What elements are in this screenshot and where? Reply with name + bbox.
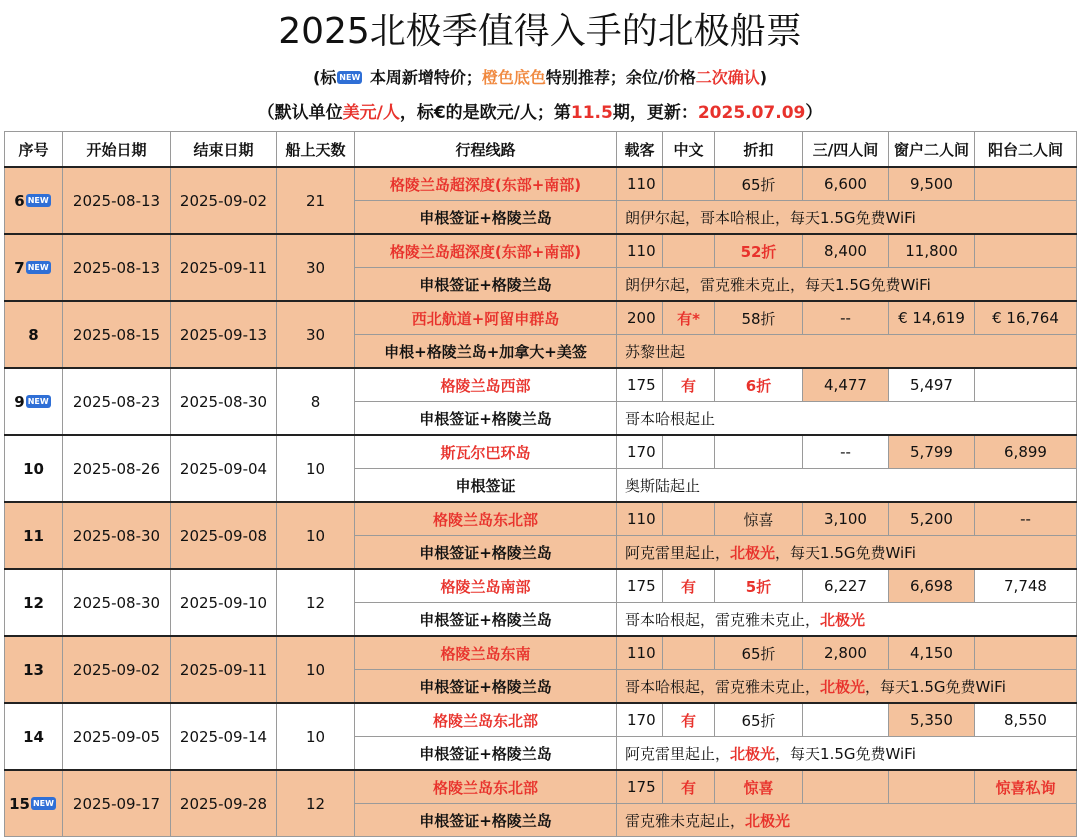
cell-seq — [5, 636, 63, 703]
note-text: ，每天1.5G免费WiFi — [775, 543, 916, 562]
cell-route: 格陵兰岛超深度(东部+南部) — [355, 167, 617, 201]
cell-window-twin: 4,150 — [889, 636, 975, 670]
cell-note — [617, 536, 1077, 570]
seq-number: 14 — [23, 727, 44, 746]
cell-pax: 170 — [617, 435, 663, 469]
aurora-highlight: 北极光 — [730, 744, 776, 763]
cell-discount: 52折 — [715, 234, 803, 268]
cell-start-date: 2025-08-15 — [63, 301, 171, 368]
new-badge-icon: NEW — [27, 195, 49, 205]
cell-chinese — [663, 435, 715, 469]
header-route: 行程线路 — [355, 132, 617, 168]
cell-balcony-twin: -- — [975, 502, 1077, 536]
cell-pax: 110 — [617, 167, 663, 201]
table-row — [5, 368, 1077, 402]
cell-end-date: 2025-09-10 — [171, 569, 277, 636]
table-row — [5, 167, 1077, 201]
header-row — [5, 132, 1077, 168]
new-badge-icon: NEW — [32, 798, 54, 808]
cell-visa: 申根签证+格陵兰岛 — [355, 536, 617, 570]
cell-discount: 6折 — [715, 368, 803, 402]
cell-days: 10 — [277, 636, 355, 703]
note-text: ，每天1.5G免费WiFi — [865, 677, 1006, 696]
table-row — [5, 502, 1077, 536]
note-text: 哥本哈根起，雷克雅未克止， — [625, 610, 821, 629]
unit-text: ，标€的是欧元/人；第 — [399, 103, 571, 123]
seq-number: 13 — [23, 660, 44, 679]
cell-pax: 175 — [617, 368, 663, 402]
cell-pax: 110 — [617, 636, 663, 670]
cell-balcony-twin: 8,550 — [975, 703, 1077, 737]
cell-start-date: 2025-09-17 — [63, 770, 171, 837]
cell-seq — [5, 167, 63, 234]
cell-chinese: 有 — [663, 770, 715, 804]
table-row — [5, 569, 1077, 603]
seq-number: 8 — [28, 325, 39, 344]
cell-start-date: 2025-09-02 — [63, 636, 171, 703]
note-text: 阿克雷里起止， — [625, 543, 731, 562]
note-text: 哥本哈根起，雷克雅未克止， — [625, 677, 821, 696]
header-triple-quad: 三/四人间 — [803, 132, 889, 168]
unit-currency: 美元/人 — [342, 103, 400, 123]
new-badge-icon: NEW — [339, 73, 361, 82]
cell-triple-quad: 3,100 — [803, 502, 889, 536]
cell-balcony-twin — [975, 167, 1077, 201]
cell-route: 斯瓦尔巴环岛 — [355, 435, 617, 469]
seq-number: 7 — [14, 258, 25, 277]
cell-discount — [715, 435, 803, 469]
cell-discount: 5折 — [715, 569, 803, 603]
cell-end-date: 2025-09-02 — [171, 167, 277, 234]
cell-window-twin: 5,200 — [889, 502, 975, 536]
cell-pax: 170 — [617, 703, 663, 737]
unit-text: 期，更新： — [612, 103, 698, 123]
legend-text: ) — [759, 68, 768, 87]
cell-note — [617, 469, 1077, 503]
cell-route: 格陵兰岛西部 — [355, 368, 617, 402]
legend-line — [0, 64, 1080, 92]
note-text: 奥斯陆起止 — [625, 476, 701, 495]
table-row — [5, 301, 1077, 335]
cell-window-twin: 5,799 — [889, 435, 975, 469]
cell-window-twin: 5,350 — [889, 703, 975, 737]
cell-window-twin: 9,500 — [889, 167, 975, 201]
cell-chinese — [663, 502, 715, 536]
cell-chinese: 有 — [663, 569, 715, 603]
header-seq: 序号 — [5, 132, 63, 168]
cell-visa: 申根签证+格陵兰岛 — [355, 670, 617, 704]
seq-number: 9 — [14, 392, 25, 411]
cell-visa: 申根签证+格陵兰岛 — [355, 603, 617, 637]
cell-note — [617, 603, 1077, 637]
cell-seq — [5, 703, 63, 770]
cell-discount: 58折 — [715, 301, 803, 335]
cell-visa: 申根签证 — [355, 469, 617, 503]
cell-triple-quad: 6,227 — [803, 569, 889, 603]
issue-number: 11.5 — [570, 103, 613, 123]
cell-pax: 200 — [617, 301, 663, 335]
note-text: 雷克雅未克起止， — [625, 811, 746, 830]
cell-end-date: 2025-09-11 — [171, 234, 277, 301]
cell-end-date: 2025-09-08 — [171, 502, 277, 569]
cell-days: 12 — [277, 569, 355, 636]
cell-triple-quad: 8,400 — [803, 234, 889, 268]
cell-route: 格陵兰岛东北部 — [355, 502, 617, 536]
table-row — [5, 435, 1077, 469]
header-end: 结束日期 — [171, 132, 277, 168]
cell-chinese: 有 — [663, 703, 715, 737]
cell-visa: 申根签证+格陵兰岛 — [355, 201, 617, 235]
header-start: 开始日期 — [63, 132, 171, 168]
cell-triple-quad — [803, 703, 889, 737]
cell-window-twin: 11,800 — [889, 234, 975, 268]
cell-discount: 65折 — [715, 167, 803, 201]
cell-start-date: 2025-08-13 — [63, 234, 171, 301]
legend-orange-text: 橙色底色 — [481, 68, 546, 87]
cell-triple-quad: -- — [803, 435, 889, 469]
cell-end-date: 2025-09-11 — [171, 636, 277, 703]
cell-triple-quad — [803, 770, 889, 804]
unit-text: ） — [805, 103, 823, 123]
cell-chinese — [663, 636, 715, 670]
header-balcony-twin: 阳台二人间 — [975, 132, 1077, 168]
cell-balcony-twin: 7,748 — [975, 569, 1077, 603]
table-row — [5, 234, 1077, 268]
cell-end-date: 2025-09-28 — [171, 770, 277, 837]
cell-pax: 175 — [617, 770, 663, 804]
cell-triple-quad: 6,600 — [803, 167, 889, 201]
cell-start-date: 2025-08-13 — [63, 167, 171, 234]
cell-window-twin: 5,497 — [889, 368, 975, 402]
cell-note — [617, 201, 1077, 235]
cell-pax: 175 — [617, 569, 663, 603]
note-text: 朗伊尔起，哥本哈根止，每天1.5G免费WiFi — [625, 208, 916, 227]
cell-window-twin: € 14,619 — [889, 301, 975, 335]
unit-text: （默认单位 — [257, 103, 343, 123]
cell-discount: 惊喜 — [715, 502, 803, 536]
cell-visa: 申根签证+格陵兰岛 — [355, 804, 617, 837]
seq-number: 11 — [23, 526, 44, 545]
cell-balcony-twin: € 16,764 — [975, 301, 1077, 335]
cell-start-date: 2025-08-26 — [63, 435, 171, 502]
aurora-highlight: 北极光 — [820, 677, 866, 696]
cell-days: 10 — [277, 435, 355, 502]
cell-note — [617, 804, 1077, 837]
cell-note — [617, 737, 1077, 771]
cell-note — [617, 402, 1077, 436]
cell-balcony-twin: 6,899 — [975, 435, 1077, 469]
cell-chinese — [663, 234, 715, 268]
header-days: 船上天数 — [277, 132, 355, 168]
cell-note — [617, 670, 1077, 704]
cell-note — [617, 335, 1077, 369]
cell-pax: 110 — [617, 234, 663, 268]
aurora-highlight: 北极光 — [745, 811, 791, 830]
cell-start-date: 2025-08-23 — [63, 368, 171, 435]
cell-seq — [5, 435, 63, 502]
cell-seq — [5, 502, 63, 569]
cell-chinese — [663, 167, 715, 201]
aurora-highlight: 北极光 — [730, 543, 776, 562]
cell-days: 10 — [277, 703, 355, 770]
cell-seq — [5, 301, 63, 368]
note-text: ，每天1.5G免费WiFi — [775, 744, 916, 763]
header-window-twin: 窗户二人间 — [889, 132, 975, 168]
cell-start-date: 2025-08-30 — [63, 502, 171, 569]
cell-discount: 65折 — [715, 703, 803, 737]
cell-window-twin — [889, 770, 975, 804]
cell-triple-quad: 4,477 — [803, 368, 889, 402]
aurora-highlight: 北极光 — [820, 610, 866, 629]
cell-chinese: 有 — [663, 368, 715, 402]
header-discount: 折扣 — [715, 132, 803, 168]
cell-discount: 惊喜 — [715, 770, 803, 804]
seq-number: 15 — [9, 794, 30, 813]
note-text: 朗伊尔起，雷克雅未克止，每天1.5G免费WiFi — [625, 275, 931, 294]
cell-seq — [5, 234, 63, 301]
table-row — [5, 770, 1077, 804]
note-text: 苏黎世起 — [625, 342, 686, 361]
cell-visa: 申根签证+格陵兰岛 — [355, 268, 617, 302]
table-row — [5, 703, 1077, 737]
cell-route: 西北航道+阿留申群岛 — [355, 301, 617, 335]
cell-seq — [5, 770, 63, 837]
legend-text: 本周新增特价； — [364, 68, 482, 87]
unit-line — [0, 98, 1080, 128]
page-title: 2025北极季值得入手的北极船票 — [278, 11, 802, 52]
cell-start-date: 2025-09-05 — [63, 703, 171, 770]
cell-days: 12 — [277, 770, 355, 837]
seq-number: 6 — [14, 191, 25, 210]
seq-number: 12 — [23, 593, 44, 612]
cell-pax: 110 — [617, 502, 663, 536]
legend-text: 特别推荐；余位/价格 — [545, 68, 696, 87]
ticket-table — [4, 131, 1077, 837]
cell-triple-quad: -- — [803, 301, 889, 335]
cell-seq — [5, 569, 63, 636]
legend-text: (标 — [312, 68, 337, 87]
cell-triple-quad: 2,800 — [803, 636, 889, 670]
cell-route: 格陵兰岛东北部 — [355, 703, 617, 737]
cell-balcony-twin: 惊喜私询 — [975, 770, 1077, 804]
cell-route: 格陵兰岛超深度(东部+南部) — [355, 234, 617, 268]
cell-start-date: 2025-08-30 — [63, 569, 171, 636]
cell-end-date: 2025-09-13 — [171, 301, 277, 368]
cell-end-date: 2025-09-14 — [171, 703, 277, 770]
cell-visa: 申根签证+格陵兰岛 — [355, 737, 617, 771]
table-row — [5, 636, 1077, 670]
cell-days: 30 — [277, 234, 355, 301]
cell-visa: 申根签证+格陵兰岛 — [355, 402, 617, 436]
new-badge-icon: NEW — [27, 262, 49, 272]
cell-visa: 申根+格陵兰岛+加拿大+美签 — [355, 335, 617, 369]
cell-balcony-twin — [975, 368, 1077, 402]
header-pax: 载客 — [617, 132, 663, 168]
cell-end-date: 2025-08-30 — [171, 368, 277, 435]
new-badge-icon: NEW — [27, 396, 49, 406]
note-text: 哥本哈根起止 — [625, 409, 716, 428]
legend-red-text: 二次确认 — [695, 68, 760, 87]
cell-discount: 65折 — [715, 636, 803, 670]
cell-note — [617, 268, 1077, 302]
seq-number: 10 — [23, 459, 44, 478]
cell-days: 10 — [277, 502, 355, 569]
cell-route: 格陵兰岛南部 — [355, 569, 617, 603]
cell-days: 21 — [277, 167, 355, 234]
cell-balcony-twin — [975, 234, 1077, 268]
cell-route: 格陵兰岛东南 — [355, 636, 617, 670]
cell-days: 8 — [277, 368, 355, 435]
cell-window-twin: 6,698 — [889, 569, 975, 603]
update-date: 2025.07.09 — [697, 103, 806, 123]
cell-balcony-twin — [975, 636, 1077, 670]
header-chinese: 中文 — [663, 132, 715, 168]
cell-days: 30 — [277, 301, 355, 368]
cell-seq — [5, 368, 63, 435]
cell-chinese: 有* — [663, 301, 715, 335]
cell-end-date: 2025-09-04 — [171, 435, 277, 502]
note-text: 阿克雷里起止， — [625, 744, 731, 763]
cell-route: 格陵兰岛东北部 — [355, 770, 617, 804]
